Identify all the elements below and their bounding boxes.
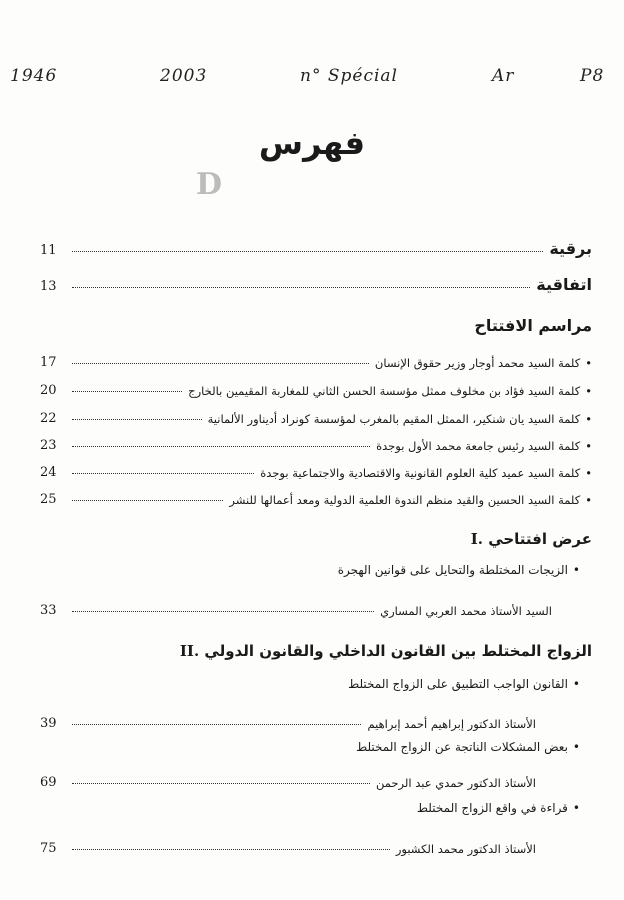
toc-item (40, 400, 592, 426)
toc-item-label: •كلمة السيد رئيس جامعة محمد الأول بوجدة (376, 439, 592, 453)
section-2-title (180, 642, 592, 660)
toc-author-row (40, 830, 592, 856)
section-2-topic: •القانون الواجب التطبيق على الزواج المختلط (348, 677, 580, 691)
toc-page-number: 69 (40, 775, 57, 790)
toc-author-row (40, 592, 592, 618)
toc-entry-telegram (40, 232, 592, 258)
toc-author-row (40, 705, 592, 731)
bullet-icon: • (572, 740, 580, 754)
leader-dots (72, 848, 390, 850)
section-2-topic: •بعض المشكلات الناتجة عن الزواج المختلط (356, 740, 580, 754)
toc-page-number: 17 (40, 355, 57, 370)
handwritten-page: P8 (580, 66, 605, 86)
bullet-icon: • (572, 801, 580, 815)
toc-page-number: 13 (40, 279, 57, 294)
toc-entry-label: برقية (549, 239, 592, 258)
leader-dots (72, 610, 374, 612)
bullet-icon: • (572, 563, 580, 577)
handwritten-special: n° Spécial (300, 66, 398, 86)
stamp-mark: D (196, 167, 223, 202)
leader-dots (72, 499, 223, 501)
toc-page-number: 39 (40, 716, 57, 731)
toc-item-label: •كلمة السيد محمد أوجار وزير حقوق الإنسان (374, 356, 592, 370)
toc-item-label: •كلمة السيد فؤاد بن مخلوف ممثل مؤسسة الحسن الثاني للمغاربة المقيمين بالخارج (188, 384, 592, 398)
leader-dots (72, 250, 543, 252)
author-label: السيد الأستاذ محمد العربي المساري (380, 604, 552, 618)
toc-item (40, 344, 592, 370)
section-1-numeral: I. (470, 530, 483, 548)
toc-page-number: 33 (40, 603, 57, 618)
leader-dots (72, 782, 370, 784)
section-2-numeral: II. (179, 642, 200, 660)
leader-dots (72, 286, 530, 288)
section-opening-title: مراسم الافتتاح (474, 316, 592, 335)
section-1-topic: •الزيجات المختلطة والتحايل على قوانين الهجرة (337, 563, 580, 577)
leader-dots (72, 390, 182, 392)
leader-dots (72, 362, 369, 364)
toc-item-label: •كلمة السيد يان شنكير، الممثل المقيم بالمغرب لمؤسسة كونراد أديناور الألمانية (207, 412, 592, 426)
bullet-icon: • (585, 356, 592, 370)
toc-page-number: 75 (40, 841, 57, 856)
toc-page-number: 24 (40, 465, 57, 480)
author-label: الأستاذ الدكتور إبراهيم أحمد إبراهيم (367, 717, 536, 731)
bullet-icon: • (585, 412, 592, 426)
author-label: الأستاذ الدكتور حمدي عبد الرحمن (375, 776, 536, 790)
toc-item (40, 372, 592, 398)
section-1-title-text: عرض افتتاحي (488, 530, 592, 548)
handwritten-code: 1946 (10, 66, 58, 86)
leader-dots (72, 418, 202, 420)
handwritten-year: 2003 (160, 66, 208, 86)
toc-entry-label: اتفاقية (536, 275, 592, 294)
bullet-icon: • (572, 677, 580, 691)
author-label: الأستاذ الدكتور محمد الكشبور (395, 842, 536, 856)
section-1-title (471, 530, 592, 548)
toc-item (40, 427, 592, 453)
toc-entry-agreement (40, 268, 592, 294)
bullet-icon: • (585, 439, 592, 453)
leader-dots (72, 723, 361, 725)
bullet-icon: • (585, 384, 592, 398)
toc-page-number: 23 (40, 438, 57, 453)
toc-item (40, 481, 592, 507)
bullet-icon: • (585, 493, 592, 507)
toc-page-number: 22 (40, 411, 57, 426)
toc-page-number: 20 (40, 383, 57, 398)
toc-page-number: 25 (40, 492, 57, 507)
section-2-title-text: الزواج المختلط بين القانون الداخلي والقانون الدولي (204, 642, 592, 660)
toc-item-label: •كلمة السيد عميد كلية العلوم القانونية والاقتصادية والاجتماعية بوجدة (260, 466, 592, 480)
section-2-topic: •قراءة في واقع الزواج المختلط (416, 801, 580, 815)
leader-dots (72, 472, 254, 474)
toc-item (40, 454, 592, 480)
toc-author-row (40, 764, 592, 790)
leader-dots (72, 445, 370, 447)
handwritten-lang: Ar (492, 66, 515, 86)
toc-page-number: 11 (40, 243, 57, 258)
page-title: فهرس (258, 124, 366, 162)
toc-item-label: •كلمة السيد الحسين والقيد منظم الندوة العلمية الدولية ومعد أعمالها للنشر (229, 493, 592, 507)
bullet-icon: • (585, 466, 592, 480)
